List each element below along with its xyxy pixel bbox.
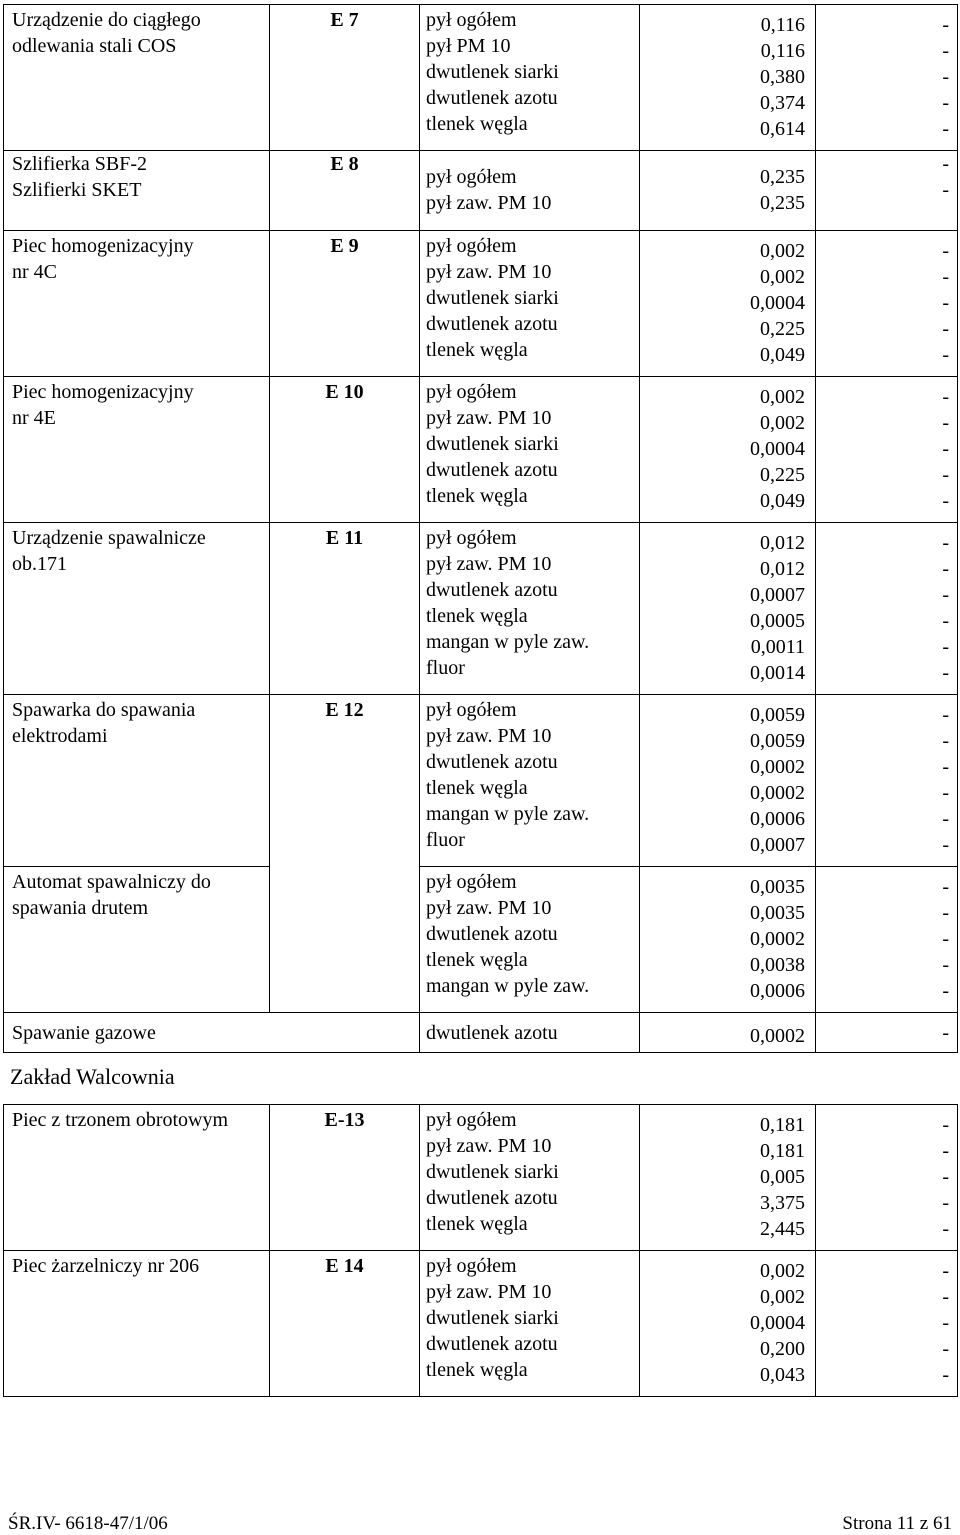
limit-value: - [942, 14, 949, 36]
limit-value: - [942, 902, 949, 924]
installation-cell [4, 695, 270, 867]
substance: dwutlenek siarki [426, 433, 559, 455]
limit-value: - [942, 980, 949, 1002]
installation-name: Automat spawalniczy do [12, 871, 211, 893]
installation-name: Piec z trzonem obrotowym [12, 1109, 229, 1131]
table-row [4, 377, 958, 523]
installation-cell [4, 1105, 270, 1251]
limit-value: - [942, 40, 949, 62]
limit-value: - [942, 782, 949, 804]
table-row [4, 1251, 958, 1397]
installation-name: odlewania stali COS [12, 35, 177, 57]
emission-value: 0,0014 [750, 662, 805, 684]
emission-value: 0,614 [760, 118, 805, 140]
emission-value: 0,225 [760, 318, 805, 340]
emission-value: 0,235 [760, 192, 805, 214]
values-cell [640, 231, 816, 377]
limits-cell [816, 1105, 958, 1251]
substance: dwutlenek siarki [426, 61, 559, 83]
installation-cell [4, 231, 270, 377]
emission-value: 0,0059 [750, 704, 805, 726]
limit-value: - [942, 386, 949, 408]
installation-cell [4, 1251, 270, 1397]
footer-page-number: Strona 11 z 61 [842, 1513, 952, 1534]
installation-name: Szlifierki SKET [12, 179, 142, 201]
limit-value: - [942, 876, 949, 898]
substance: dwutlenek azotu [426, 87, 558, 109]
substance: tlenek węgla [426, 113, 528, 135]
limit-value: - [942, 318, 949, 340]
installation-name: Piec homogenizacyjny [12, 235, 194, 257]
emission-value: 0,0007 [750, 584, 805, 606]
substance: dwutlenek azotu [426, 1333, 558, 1355]
emission-value: 0,0007 [750, 834, 805, 856]
limit-value: - [942, 1218, 949, 1240]
table-row [4, 5, 958, 151]
substance: tlenek węgla [426, 339, 528, 361]
substances-cell [420, 377, 640, 523]
emission-value: 0,181 [760, 1140, 805, 1162]
emission-value: 0,0006 [750, 980, 805, 1002]
substance: dwutlenek azotu [426, 579, 558, 601]
substance: dwutlenek azotu [426, 1022, 558, 1044]
limit-value: - [942, 1260, 949, 1282]
substance: pył zaw. PM 10 [426, 553, 552, 575]
limits-cell [816, 231, 958, 377]
emitter-code: E 8 [330, 153, 359, 175]
limit-value: - [942, 240, 949, 262]
values-cell [640, 5, 816, 151]
substance: dwutlenek azotu [426, 459, 558, 481]
limit-value: - [942, 928, 949, 950]
limit-value: - [942, 704, 949, 726]
substance: pył ogółem [426, 1255, 517, 1277]
limit-value: - [942, 1364, 949, 1386]
substance: fluor [426, 657, 465, 679]
installation-name: nr 4C [12, 261, 57, 283]
footer-reference: ŚR.IV- 6618-47/1/06 [8, 1513, 168, 1534]
substance: dwutlenek siarki [426, 1307, 559, 1329]
emitter-cell [270, 5, 420, 151]
limits-cell [816, 523, 958, 695]
substance: pył zaw. PM 10 [426, 192, 552, 214]
installation-name: Spawarka do spawania [12, 699, 196, 721]
limit-value: - [942, 1338, 949, 1360]
table-row [4, 695, 958, 867]
emission-value: 0,0002 [750, 1025, 805, 1047]
installation-cell [4, 1013, 420, 1053]
table-row [4, 231, 958, 377]
substance: tlenek węgla [426, 1213, 528, 1235]
limit-value: - [942, 1022, 949, 1044]
emission-value: 0,0005 [750, 610, 805, 632]
substances-cell [420, 5, 640, 151]
limit-value: - [942, 954, 949, 976]
values-cell [640, 1105, 816, 1251]
values-cell [640, 695, 816, 867]
limit-value: - [942, 266, 949, 288]
emitter-code: E 12 [325, 699, 364, 721]
emission-value: 0,374 [760, 92, 805, 114]
emission-value: 0,225 [760, 464, 805, 486]
emitter-code: E 7 [330, 9, 359, 31]
installation-name: Urządzenie do ciągłego [12, 9, 201, 31]
values-cell [640, 377, 816, 523]
limits-cell [816, 1251, 958, 1397]
emission-value: 0,002 [760, 412, 805, 434]
limit-value: - [942, 1312, 949, 1334]
limits-cell [816, 151, 958, 231]
table-row [4, 867, 958, 1013]
substance: dwutlenek siarki [426, 287, 559, 309]
emission-value: 0,0038 [750, 954, 805, 976]
emission-value: 0,0002 [750, 928, 805, 950]
substance: pył zaw. PM 10 [426, 725, 552, 747]
emission-value: 0,043 [760, 1364, 805, 1386]
emission-value: 0,005 [760, 1166, 805, 1188]
installation-name: ob.171 [12, 553, 67, 575]
emission-value: 0,200 [760, 1338, 805, 1360]
installation-name: nr 4E [12, 407, 56, 429]
limit-value: - [942, 412, 949, 434]
limit-value: - [942, 1140, 949, 1162]
emitter-code: E 14 [325, 1255, 364, 1277]
emitter-cell [270, 151, 420, 231]
values-cell [640, 151, 816, 231]
substance: pył zaw. PM 10 [426, 407, 552, 429]
limit-value: - [942, 808, 949, 830]
section-heading: Zakład Walcownia [10, 1064, 175, 1089]
substance: pył ogółem [426, 166, 517, 188]
substance: pył ogółem [426, 381, 517, 403]
limit-value: - [942, 490, 949, 512]
limits-cell [816, 5, 958, 151]
substance: tlenek węgla [426, 949, 528, 971]
emission-value: 0,0004 [750, 1312, 805, 1334]
limit-value: - [942, 1114, 949, 1136]
emission-value: 0,181 [760, 1114, 805, 1136]
emission-value: 0,002 [760, 386, 805, 408]
substance: pył ogółem [426, 699, 517, 721]
emission-value: 0,235 [760, 166, 805, 188]
values-cell [640, 1251, 816, 1397]
substance: pył zaw. PM 10 [426, 897, 552, 919]
limit-value: - [942, 584, 949, 606]
substance: dwutlenek azotu [426, 923, 558, 945]
limit-value: - [942, 292, 949, 314]
emission-value: 0,0002 [750, 756, 805, 778]
limits-cell [816, 867, 958, 1013]
emission-value: 0,0059 [750, 730, 805, 752]
limit-value: - [942, 1192, 949, 1214]
substances-cell [420, 695, 640, 867]
limit-value: - [942, 662, 949, 684]
values-cell [640, 1013, 816, 1053]
emission-value: 2,445 [760, 1218, 805, 1240]
substances-cell [420, 151, 640, 231]
emission-value: 0,049 [760, 344, 805, 366]
limits-cell [816, 695, 958, 867]
limits-cell [816, 1013, 958, 1053]
emission-value: 0,049 [760, 490, 805, 512]
emission-value: 0,116 [760, 14, 805, 36]
installation-name: Urządzenie spawalnicze [12, 527, 206, 549]
limit-value: - [942, 636, 949, 658]
emitter-code: E 9 [330, 235, 359, 257]
emission-value: 0,0002 [750, 782, 805, 804]
emitter-code: E 11 [325, 527, 364, 549]
substance: dwutlenek azotu [426, 313, 558, 335]
substance: pył ogółem [426, 9, 517, 31]
emission-value: 0,0035 [750, 902, 805, 924]
substance: dwutlenek siarki [426, 1161, 559, 1183]
installation-name: elektrodami [12, 725, 108, 747]
emitter-cell [270, 1251, 420, 1397]
substances-cell [420, 867, 640, 1013]
substances-cell [420, 1251, 640, 1397]
limit-value: - [942, 730, 949, 752]
installation-cell [4, 867, 270, 1013]
values-cell [640, 867, 816, 1013]
substance: fluor [426, 829, 465, 851]
substances-cell [420, 231, 640, 377]
limit-value: - [942, 558, 949, 580]
limit-value: - [942, 532, 949, 554]
substance: pył ogółem [426, 871, 517, 893]
table-row [4, 523, 958, 695]
limit-value: - [942, 153, 949, 175]
emitter-cell [270, 231, 420, 377]
substance: pył ogółem [426, 235, 517, 257]
substance: dwutlenek azotu [426, 751, 558, 773]
installation-cell [4, 377, 270, 523]
limit-value: - [942, 92, 949, 114]
installation-cell [4, 151, 270, 231]
limit-value: - [942, 464, 949, 486]
limit-value: - [942, 610, 949, 632]
emitter-code: E-13 [324, 1109, 365, 1131]
limit-value: - [942, 1166, 949, 1188]
limit-value: - [942, 344, 949, 366]
emitter-cell [270, 1105, 420, 1251]
substance: mangan w pyle zaw. [426, 975, 590, 997]
emitter-cell [270, 523, 420, 695]
substance: pył PM 10 [426, 35, 511, 57]
installation-name: spawania drutem [12, 897, 149, 919]
table-row [4, 151, 958, 231]
limit-value: - [942, 438, 949, 460]
emitter-cell [270, 695, 420, 1013]
installation-name: Piec żarzelniczy nr 206 [12, 1255, 200, 1277]
substances-cell [420, 1105, 640, 1251]
table-row [4, 1105, 958, 1251]
substances-cell [420, 1013, 640, 1053]
substance: tlenek węgla [426, 605, 528, 627]
installation-name: Spawanie gazowe [12, 1022, 156, 1044]
emission-value: 0,0035 [750, 876, 805, 898]
limit-value: - [942, 179, 949, 201]
emission-value: 0,012 [760, 532, 805, 554]
emission-value: 0,012 [760, 558, 805, 580]
emission-value: 0,380 [760, 66, 805, 88]
substance: dwutlenek azotu [426, 1187, 558, 1209]
emission-value: 0,002 [760, 1260, 805, 1282]
emission-table-rolling-mill [3, 1104, 958, 1397]
values-cell [640, 523, 816, 695]
emission-value: 0,002 [760, 266, 805, 288]
emission-value: 0,0006 [750, 808, 805, 830]
emission-value: 0,0011 [750, 636, 805, 658]
substance: tlenek węgla [426, 485, 528, 507]
substance: pył ogółem [426, 1109, 517, 1131]
emission-table-steel [3, 4, 958, 1053]
emission-value: 0,002 [760, 240, 805, 262]
substance: pył zaw. PM 10 [426, 261, 552, 283]
substances-cell [420, 523, 640, 695]
substance: pył ogółem [426, 527, 517, 549]
limit-value: - [942, 834, 949, 856]
table-row-gas-welding [4, 1013, 958, 1053]
installation-name: Szlifierka SBF-2 [12, 153, 147, 175]
limit-value: - [942, 756, 949, 778]
substance: tlenek węgla [426, 1359, 528, 1381]
installation-cell [4, 5, 270, 151]
emitter-code: E 10 [325, 381, 364, 403]
installation-name: Piec homogenizacyjny [12, 381, 194, 403]
limit-value: - [942, 118, 949, 140]
emission-value: 3,375 [760, 1192, 805, 1214]
emitter-cell [270, 377, 420, 523]
limit-value: - [942, 1286, 949, 1308]
limit-value: - [942, 66, 949, 88]
installation-cell [4, 523, 270, 695]
emission-value: 0,002 [760, 1286, 805, 1308]
substance: pył zaw. PM 10 [426, 1135, 552, 1157]
substance: mangan w pyle zaw. [426, 803, 590, 825]
emission-value: 0,116 [760, 40, 805, 62]
emission-value: 0,0004 [750, 292, 805, 314]
substance: pył zaw. PM 10 [426, 1281, 552, 1303]
emission-value: 0,0004 [750, 438, 805, 460]
limits-cell [816, 377, 958, 523]
substance: mangan w pyle zaw. [426, 631, 590, 653]
substance: tlenek węgla [426, 777, 528, 799]
